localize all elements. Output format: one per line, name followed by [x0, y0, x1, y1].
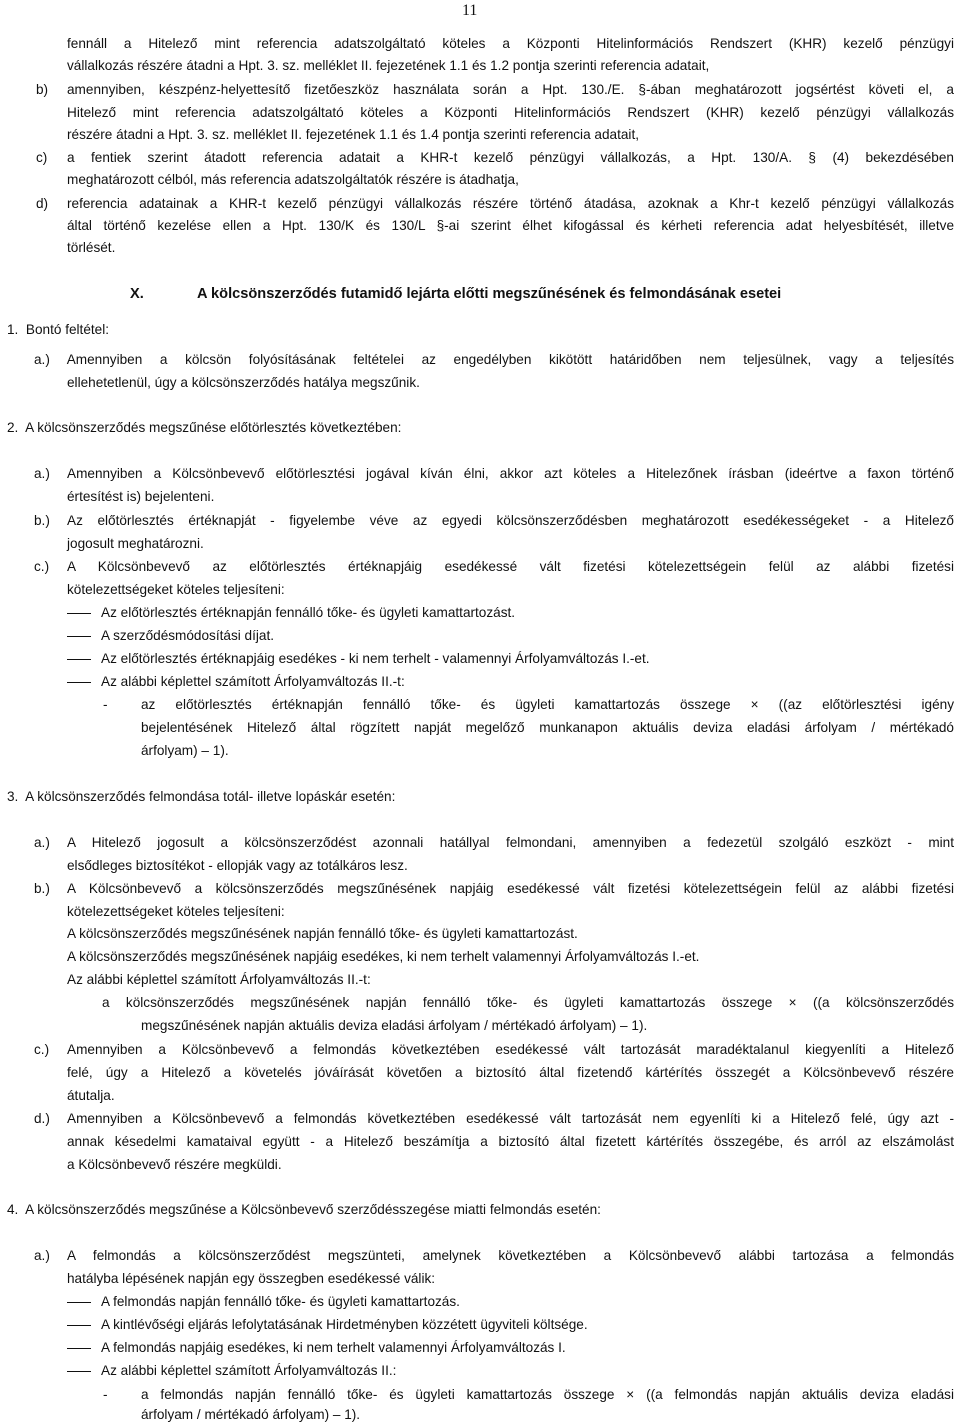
list-item: Az előtörlesztés értéknapjáig esedékes - ki nem terhelt - valamennyi Árfolyamváltozás I.-et. [101, 651, 650, 666]
continuation-line: vállalkozás részére átadni a Hpt. 3. sz. melléklet II. fejezetének 1.1 és 1.2 pontja szerinti referencia adatait, [67, 58, 710, 73]
formula-dash: - [103, 1387, 108, 1402]
paragraph-line: felé, úgy a Hitelező a követelés jóváírását követően a biztosító által fizetendő kártérítés összegét a Kölcsönbevevő részére [67, 1065, 954, 1080]
item-label-c: c) [36, 150, 48, 165]
item-label: b.) [34, 881, 50, 896]
paragraph-line: hatályba lépésének napján egy összegben esedékessé válik: [67, 1271, 436, 1286]
item-b-text: részére átadni a Hpt. 3. sz. melléklet II. fejezetének 1.1 és 1.4 pontja szerinti referencia adatait, [67, 127, 639, 142]
item-label: a.) [34, 835, 50, 850]
item-d-text: referencia adatainak a KHR-t kezelő pénzügyi vállalkozás részére történő átadása, azoknak a Khr-t kezelő pénzügyi vállalkozás [67, 196, 954, 211]
paragraph-line: kötelezettségeket köteles teljesíteni: [67, 582, 285, 597]
dash-bullet [67, 682, 91, 683]
dash-bullet [67, 1371, 91, 1372]
paragraph-line: A Kölcsönbevevő a kölcsönszerződés megszűnésének napjáig esedékessé vált fizetési kötelezettségein felül az alábbi fizetési [67, 881, 954, 896]
item-label: a.) [34, 1248, 50, 1263]
paragraph-line: annak késedelmi kamataival együtt - a Hitelező beszámítja a biztosító által fizetett kártérítés összegébe, és arról az elszámolást [67, 1134, 954, 1149]
item-b-text: Hitelező mint referencia adatszolgáltató köteles a Központi Hitelinformációs Rendszert (KHR) kezelő pénzügyi vállalkozás [67, 105, 954, 120]
formula-line: az előtörlesztés értéknapján fennálló tőke- és ügyleti kamattartozás összege × ((az előtörlesztési igény [141, 697, 954, 712]
dash-bullet [67, 1348, 91, 1349]
paragraph-line: ellehetetlenül, úgy a kölcsönszerződés hatálya megszűnik. [67, 375, 420, 390]
list-item: Az alábbi képlettel számított Árfolyamváltozás II.: [101, 1363, 397, 1378]
subsection-title: 2. A kölcsönszerződés megszűnése előtörlesztés következtében: [7, 420, 402, 435]
dash-bullet [67, 1302, 91, 1303]
paragraph-line: Az előtörlesztés értéknapját - figyelembe véve az egyedi kölcsönszerződésben meghatározott esedékességeket - a Hitelező [67, 513, 954, 528]
paragraph-line: átutalja. [67, 1088, 115, 1103]
item-label-d: d) [36, 196, 49, 211]
item-b-text: amennyiben, készpénz-helyettesítő fizetőeszköz használata során a Hpt. 130./E. §-ában meghatározott jogsértést követi el, a [67, 82, 954, 97]
formula-line: árfolyam) – 1). [141, 743, 229, 758]
item-c-text: meghatározott célból, más referencia adatszolgáltatók részére is átadhatja, [67, 172, 519, 187]
paragraph-line: A kölcsönszerződés megszűnésének napján fennálló tőke- és ügyleti kamattartozást. [67, 926, 578, 941]
item-label: a.) [34, 466, 50, 481]
paragraph-line: A kölcsönszerződés megszűnésének napjáig esedékes, ki nem terhelt valamennyi Árfolyamváltozás I.-et. [67, 949, 700, 964]
paragraph-line: kötelezettségeket köteles teljesíteni: [67, 904, 285, 919]
formula-line: árfolyam / mértékadó árfolyam) – 1). [141, 1407, 361, 1422]
item-label-b: b) [36, 82, 49, 97]
paragraph-line: A felmondás a kölcsönszerződést megszünteti, amelynek következtében a Kölcsönbevevő alábbi tartozása a felmondás [67, 1248, 954, 1263]
dash-bullet [67, 1325, 91, 1326]
paragraph-line: A Kölcsönbevevő az előtörlesztés értéknapjáig esedékessé vált fizetési kötelezettségein felül az alábbi fizetési [67, 559, 954, 574]
paragraph-line: Az alábbi képlettel számított Árfolyamváltozás II.-t: [67, 972, 371, 987]
list-item: A kintlévőségi eljárás lefolytatásának Hirdetményben közzétett ügyviteli költsége. [101, 1317, 588, 1332]
subsection-title: 4. A kölcsönszerződés megszűnése a Kölcsönbevevő szerződésszegése miatti felmondás esetén: [7, 1202, 601, 1217]
page-number: 11 [462, 2, 478, 19]
formula-line: a kölcsönszerződés megszűnésének napján fennálló tőke- és ügyleti kamattartozás összege × ((a kölcsönszerződés [102, 995, 954, 1010]
paragraph-line: értesítést is) bejelenteni. [67, 489, 215, 504]
subsection-title: 3. A kölcsönszerződés felmondása totál- illetve lopáskár esetén: [7, 789, 396, 804]
paragraph-line: Amennyiben a Kölcsönbevevő előtörlesztési jogával kíván élni, akkor azt köteles a Hitelezőnek írásban (ideértve a faxon történő [67, 466, 954, 481]
formula-line: bejelentésének Hitelező által rögzített napját megelőző munkanapon aktuális deviza eladási árfolyam / mértékadó [141, 720, 954, 735]
paragraph-line: A Hitelező jogosult a kölcsönszerződést azonnali hatállyal felmondani, amennyiben a fedezetül szolgáló eszközt - mint [67, 835, 954, 850]
item-label: b.) [34, 513, 50, 528]
section-heading: A kölcsönszerződés futamidő lejárta előtti megszűnésének és felmondásának esetei [197, 286, 782, 302]
list-item: Az alábbi képlettel számított Árfolyamváltozás II.-t: [101, 674, 405, 689]
list-item: A felmondás napján fennálló tőke- és ügyleti kamattartozás. [101, 1294, 460, 1309]
formula-dash: - [103, 697, 108, 712]
paragraph-line: a.) Amennyiben a kölcsön folyósításának feltételei az engedélyben kikötött határidőben nem teljesülnek, vagy a teljesítés [34, 352, 954, 367]
paragraph-line: a Kölcsönbevevő részére megküldi. [67, 1157, 282, 1172]
list-item: A szerződésmódosítási díjat. [101, 628, 275, 643]
dash-bullet [67, 613, 91, 614]
paragraph-line: elsődleges biztosítékot - ellopják vagy az totálkáros lesz. [67, 858, 408, 873]
list-item: A felmondás napjáig esedékes, ki nem terhelt valamennyi Árfolyamváltozás I. [101, 1340, 566, 1355]
item-d-text: törlését. [67, 240, 116, 255]
item-label: d.) [34, 1111, 50, 1126]
formula-line: a felmondás napján fennálló tőke- és ügyleti kamattartozás összege × ((a felmondás napján aktuális deviza eladási [141, 1387, 954, 1402]
paragraph-line: Amennyiben a Kölcsönbevevő a felmondás következtében esedékessé vált tartozását maradéktalanul kiegyenlíti a Hitelező [67, 1042, 954, 1057]
item-c-text: a fentiek szerint átadott referencia adatait a KHR-t kezelő pénzügyi vállalkozás, a Hpt. 130/A. § (4) bekezdésében [67, 150, 954, 165]
continuation-line: fennáll a Hitelező mint referencia adatszolgáltató köteles a Központi Hitelinformációs Rendszert (KHR) kezelő pénzügyi [67, 36, 954, 51]
dash-bullet [67, 636, 91, 637]
subsection-title: 1. Bontó feltétel: [7, 322, 110, 337]
section-number: X. [130, 286, 144, 302]
paragraph-line: Amennyiben a Kölcsönbevevő a felmondás következtében esedékessé vált tartozását nem egyenlíti ki a Hitelező felé, úgy azt - [67, 1111, 954, 1126]
item-label: c.) [34, 559, 50, 574]
list-item: Az előtörlesztés értéknapján fennálló tőke- és ügyleti kamattartozást. [101, 605, 516, 620]
item-label: c.) [34, 1042, 50, 1057]
item-d-text: által történő kezelése ellen a Hpt. 130/K és 130/L §-ai szerint élhet kifogással és kérheti referencia adat helyesbítését, illetve [67, 218, 954, 233]
paragraph-line: jogosult meghatározni. [67, 536, 204, 551]
dash-bullet [67, 659, 91, 660]
formula-line: megszűnésének napján aktuális deviza eladási árfolyam / mértékadó árfolyam) – 1). [141, 1018, 648, 1033]
